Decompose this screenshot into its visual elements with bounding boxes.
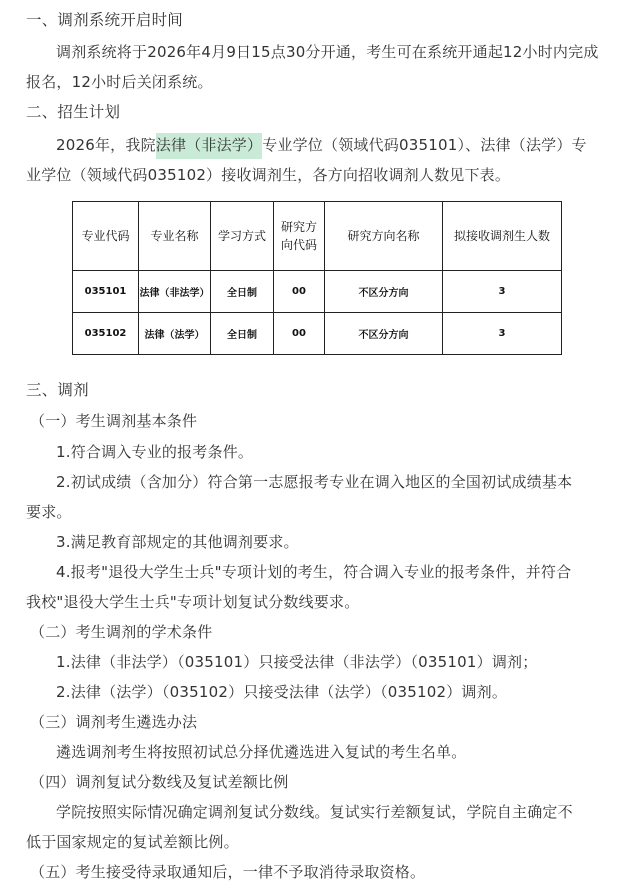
subsection-title: （一）考生调剂基本条件 [30,412,198,430]
table-header-cell: 拟接收调剂生人数 [443,202,562,271]
subsection-title: （五）考生接受待录取通知后，一律不予取消待录取资格。 [30,863,426,881]
table-cell: 不区分方向 [325,313,443,355]
paragraph-line: 报名，12小时后关闭系统。 [26,73,213,91]
list-item: 3.满足教育部规定的其他调剂要求。 [56,533,299,551]
list-item-continuation: 我校"退役大学生士兵"专项计划复试分数线要求。 [26,593,360,611]
paragraph-line: 遴选调剂考生将按照初试总分择优遴选进入复试的考生名单。 [56,743,467,761]
section-title-system-open-time: 一、调剂系统开启时间 [26,11,184,29]
table-header-row [73,202,562,271]
table-cell: 不区分方向 [325,271,443,313]
table-cell: 3 [443,313,562,355]
header-line: 向代码 [280,238,317,252]
table-cell: 全日制 [211,271,274,313]
list-item: 4.报考"退役大学生士兵"专项计划的考生，符合调入专业的报考条件，并符合 [56,563,572,581]
section-title-enrollment-plan: 二、招生计划 [26,103,121,121]
subsection-title: （四）调剂复试分数线及复试差额比例 [30,773,289,791]
table-header-cell: 专业代码 [73,202,139,271]
paragraph-line: 调剂系统将于2026年4月9日15点30分开通，考生可在系统开通起12小时内完成 [56,43,599,61]
list-item: 1.法律（非法学）（035101）只接受法律（非法学）（035101）调剂； [56,653,538,671]
highlighted-text: 法律（非法学） [156,133,262,159]
list-item: 2.法律（法学）（035102）只接受法律（法学）（035102）调剂。 [56,683,508,701]
table-header-cell: 研究方向名称 [325,202,443,271]
table-header-cell: 专业名称 [139,202,211,271]
table-row [73,313,562,355]
enrollment-plan-table [72,201,562,355]
table-header-cell: 学习方式 [211,202,274,271]
paragraph-line [56,134,587,156]
text-segment: 2026年，我院 [56,136,156,154]
subsection-title: （三）调剂考生遴选办法 [30,713,198,731]
table-cell: 035102 [73,313,139,355]
subsection-title: （二）考生调剂的学术条件 [30,623,213,641]
list-item: 1.符合调入专业的报考条件。 [56,443,254,461]
paragraph-line: 学院按照实际情况确定调剂复试分数线。复试实行差额复试，学院自主确定不 [56,803,573,821]
table-cell: 全日制 [211,313,274,355]
header-line: 研究方 [280,220,317,234]
text-segment: 专业学位（领域代码035101）、法律（法学）专 [262,136,587,154]
list-item-continuation: 要求。 [26,503,72,521]
table-cell: 3 [443,271,562,313]
table-cell: 00 [274,271,325,313]
paragraph-line: 业学位（领域代码035102）接收调剂生，各方向招收调剂人数见下表。 [26,166,511,184]
list-item: 2.初试成绩（含加分）符合第一志愿报考专业在调入地区的全国初试成绩基本 [56,473,573,491]
table-cell: 00 [274,313,325,355]
table-cell: 法律（法学） [139,313,211,355]
table-row [73,271,562,313]
table-cell: 035101 [73,271,139,313]
table-cell: 法律（非法学） [139,271,211,313]
paragraph-line: 低于国家规定的复试差额比例。 [26,833,239,851]
section-title-adjustment: 三、调剂 [26,381,89,399]
table-header-cell [274,202,325,271]
